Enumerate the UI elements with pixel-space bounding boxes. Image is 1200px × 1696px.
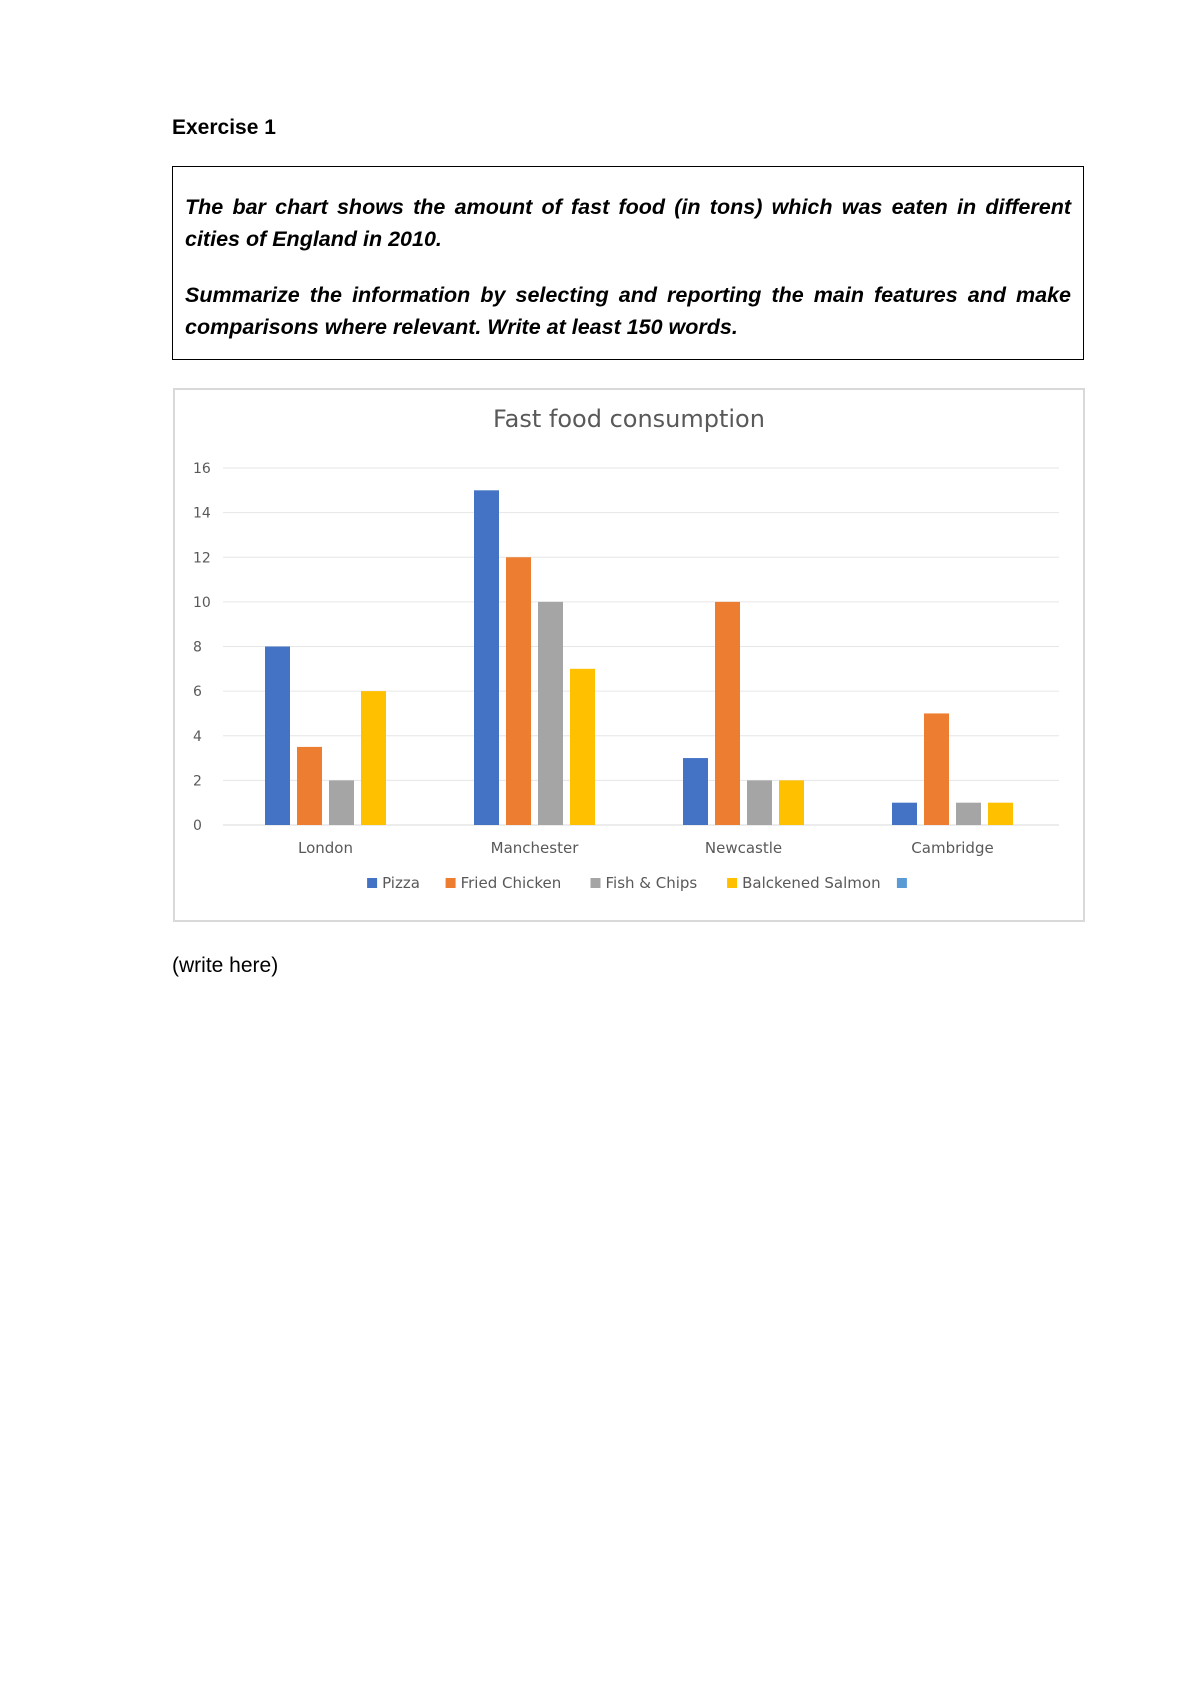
task-instructions: Summarize the information by selecting and reporting the main features and make comparisons where relevant. Write at least 150 words.: [185, 283, 1071, 339]
y-tick-label: 10: [193, 594, 211, 611]
x-category-label: London: [298, 839, 353, 857]
bar-balckened-salmon-newcastle: [779, 780, 804, 825]
bar-pizza-manchester: [474, 490, 499, 825]
bar-fried-chicken-manchester: [506, 557, 531, 825]
y-axis-ticks: [193, 461, 211, 834]
x-axis-categories: [298, 839, 994, 857]
legend-swatch: [446, 878, 456, 888]
y-tick-label: 8: [193, 639, 202, 656]
legend-swatch: [591, 878, 601, 888]
legend-label: Balckened Salmon: [742, 874, 881, 892]
x-category-label: Cambridge: [911, 839, 994, 857]
x-category-label: Manchester: [490, 839, 579, 857]
bar-fish-chips-newcastle: [747, 780, 772, 825]
y-tick-label: 0: [193, 818, 202, 834]
bar-chart: [173, 388, 1085, 922]
chart-title: Fast food consumption: [493, 405, 765, 433]
y-tick-label: 16: [193, 461, 211, 477]
y-tick-label: 6: [193, 684, 202, 701]
bar-pizza-london: [265, 647, 290, 826]
bar-balckened-salmon-manchester: [570, 669, 595, 825]
exercise-heading: Exercise 1: [172, 116, 276, 139]
legend-label: Fish & Chips: [605, 874, 698, 892]
legend-swatch: [367, 878, 377, 888]
bar-pizza-newcastle: [683, 758, 708, 825]
bar-balckened-salmon-cambridge: [988, 803, 1013, 825]
bars: [265, 490, 1013, 825]
bar-pizza-cambridge: [892, 803, 917, 825]
bar-fried-chicken-cambridge: [924, 713, 949, 825]
task-description: The bar chart shows the amount of fast food (in tons) which was eaten in different cities of England in 2010.: [185, 195, 1071, 251]
legend-swatch: [897, 878, 907, 888]
y-tick-label: 4: [193, 728, 202, 745]
bar-fish-chips-cambridge: [956, 803, 981, 825]
bar-fish-chips-manchester: [538, 602, 563, 825]
answer-prompt: (write here): [172, 954, 279, 977]
bar-fish-chips-london: [329, 780, 354, 825]
chart-canvas: [175, 390, 1083, 920]
bar-balckened-salmon-london: [361, 691, 386, 825]
legend-swatch: [727, 878, 737, 888]
x-category-label: Newcastle: [704, 839, 783, 857]
task-instructions-box: [172, 166, 1084, 360]
bar-fried-chicken-newcastle: [715, 602, 740, 825]
legend: [367, 874, 907, 892]
bar-fried-chicken-london: [297, 747, 322, 825]
y-tick-label: 2: [193, 773, 202, 790]
legend-label: Fried Chicken: [460, 874, 562, 892]
legend-label: Pizza: [382, 874, 420, 892]
y-tick-label: 12: [193, 550, 211, 567]
y-tick-label: 14: [193, 505, 211, 522]
